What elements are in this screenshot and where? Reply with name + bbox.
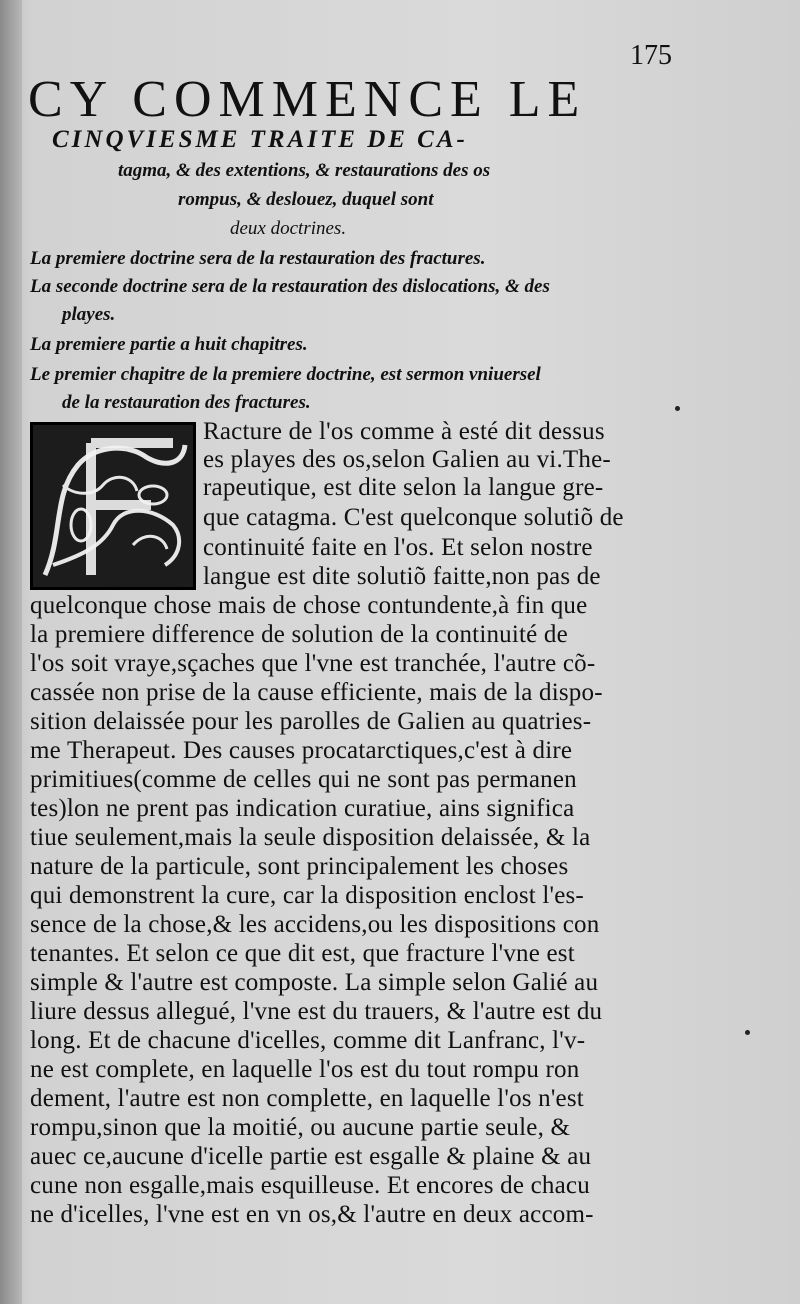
body-line: tiue seulement,mais la seule disposition delaissée, & la [30,824,591,851]
body-line: continuité faite en l'os. Et selon nostre [203,534,593,561]
body-line: tenantes. Et selon ce que dit est, que fracture l'vne est [30,940,575,967]
body-line: ne d'icelles, l'vne est en vn os,& l'autre en deux accom- [30,1201,594,1228]
page-number: 175 [630,40,672,71]
body-line: la premiere difference de solution de la continuité de [30,621,568,648]
chapter-subtitle-line1: CINQVIESME TRAITE DE CA- [52,126,468,153]
chapter-title: CY COMMENCE LE [28,71,587,128]
body-line: rompu,sinon que la moitié, ou aucune partie seule, & [30,1114,571,1141]
body-line: dement, l'autre est non complette, en laquelle l'os n'est [30,1085,584,1112]
contents-line: playes. [62,304,116,325]
body-line: quelconque chose mais de chose contundente,à fin que [30,592,588,619]
chapter-subtitle-line3: rompus, & deslouez, duquel sont [178,189,434,210]
body-line: Racture de l'os comme à esté dit dessus [203,418,605,445]
body-line: qui demonstrent la cure, car la disposition enclost l'es- [30,882,584,909]
body-line: que catagma. C'est quelconque solutiõ de [203,504,624,531]
body-line: ne est complete, en laquelle l'os est du tout rompu ron [30,1056,580,1083]
dropcap-letter: F [97,547,103,558]
chapter-subtitle-line4: deux doctrines. [230,218,347,239]
body-line: es playes des os,selon Galien au vi.The- [203,446,611,473]
ink-dot [745,1030,750,1035]
body-line: sition delaissée pour les parolles de Galien au quatries- [30,708,592,735]
body-line: rapeutique, est dite selon la langue gre- [203,474,604,501]
body-line: langue est dite solutiõ faitte,non pas de [203,563,601,590]
body-line: me Therapeut. Des causes procatarctiques,c'est à dire [30,737,573,764]
body-line: sence de la chose,& les accidens,ou les dispositions con [30,911,600,938]
page-gutter [0,0,22,1304]
decorated-initial [30,422,196,590]
contents-line: La premiere doctrine sera de la restauration des fractures. [30,248,486,269]
floral-initial-icon [33,425,193,587]
body-line: long. Et de chacune d'icelles, comme dit Lanfranc, l'v- [30,1027,586,1054]
contents-line: La seconde doctrine sera de la restauration des dislocations, & des [30,276,550,297]
body-line: cune non esgalle,mais esquilleuse. Et encores de chacu [30,1172,590,1199]
ink-dot [675,406,680,411]
body-line: auec ce,aucune d'icelle partie est esgalle & plaine & au [30,1143,592,1170]
body-line: liure dessus allegué, l'vne est du trauers, & l'autre est du [30,998,603,1025]
body-line: simple & l'autre est composte. La simple selon Galié au [30,969,599,996]
body-line: cassée non prise de la cause efficiente, mais de la dispo- [30,679,603,706]
body-line: tes)lon ne prent pas indication curatiue, ains significa [30,795,575,822]
body-line: l'os soit vraye,sçaches que l'vne est tranchée, l'autre cõ- [30,650,596,677]
contents-line: La premiere partie a huit chapitres. [30,334,308,355]
body-line: primitiues(comme de celles qui ne sont pas permanen [30,766,577,793]
contents-line: de la restauration des fractures. [62,392,311,413]
contents-line: Le premier chapitre de la premiere doctrine, est sermon vniuersel [30,364,541,385]
body-line: nature de la particule, sont principalement les choses [30,853,569,880]
chapter-subtitle-line2: tagma, & des extentions, & restaurations des os [118,160,491,181]
